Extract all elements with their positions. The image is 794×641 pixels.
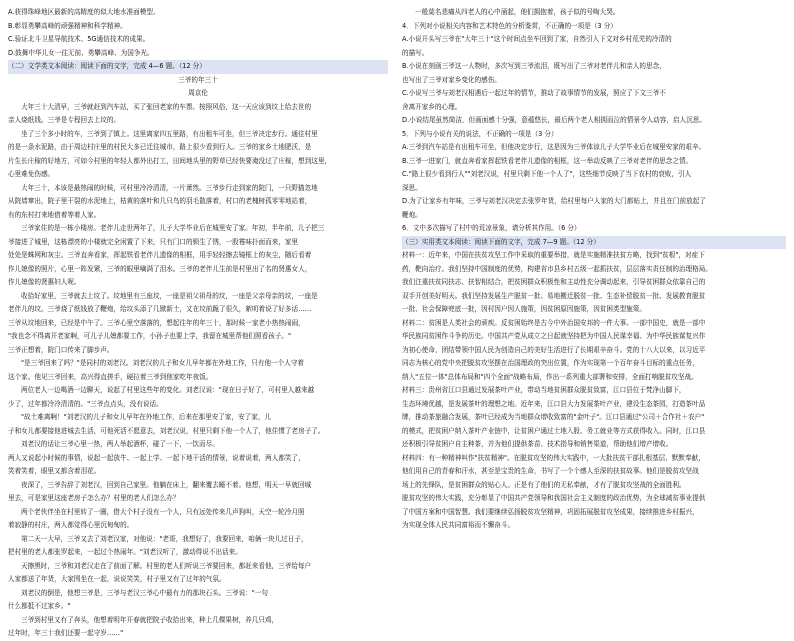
text-line: 人家都送了年货，大家围坐在一起，说说笑笑，村子里又有了过年的气氛。 (8, 575, 226, 583)
text-line: 药，靶向治疗。我们坚持中国制度的优势，构建省市县乡村五级一起抓扶贫，层层落实责任制的治理格局。 (402, 264, 712, 273)
text-line: 作儿媳像的照片，心里一阵发紧，三爷的眼里噙满了泪水。三爷的老伴儿生前是村里出了名的贤惠女人， (8, 264, 312, 273)
text-line: 也写出了三爷对家乡变化的感伤。 (402, 75, 501, 84)
left-column (8, 6, 388, 641)
text-line: 坐了三个多小时的车，三爷到了镇上。这里离家四五里路，有出租车可坐，但三爷决定步行。通往村里 (21, 129, 318, 138)
text-line: 夜深了，三爷告辞了刘老汉，回到自己家里。他躺在床上，翻来覆去睡不着。他想，明天一早就回城 (21, 480, 312, 489)
text-line: 着寂静的村庄，两人都觉得心里沉甸甸的。 (8, 521, 134, 529)
text-line: 材料二：贫困是人类社会的顽疾。反贫困始终是古今中外治国安邦的一件大事。一部中国史，就是一部中 (402, 318, 706, 327)
text-line: C."路上很少看到行人""刘老汉说，村里只剩下他一个人了"，这些细节反映了当下农村的衰败，引人 (402, 170, 692, 178)
text-line: 的模式，把贫困户纳入茶叶产业链中，让贫困户通过土地入股、务工就业等方式获得收入。同时，江口县 (402, 426, 706, 435)
text-line: 三爷从坟地回来，已经是中午了。三爷心里空落落的，想起往年的年三十，那时候一家老小热热闹闹， (8, 318, 305, 327)
text-line: 大年三十大清早，三爷就赶到汽车站，买了张回老家的车票。按照风俗，这一天应该到坟上给去世的 (21, 102, 312, 111)
text-line: A.获得珠峰地区最新的高精度的似大地水准面模型。 (8, 8, 160, 16)
text-line: 什么都抵不过家乡。" (8, 602, 71, 610)
text-line: 了中国方案和中国智慧。我们要继续弘扬脱贫攻坚精神，巩固拓展脱贫攻坚成果，接续推进乡村振兴， (402, 507, 699, 516)
text-line: 舍离开家乡的心理。 (402, 102, 462, 111)
text-line: 从院墙窜出，院子里干裂的水泥地上，枯黄的落叶和几只鸟的羽毛散落着，村口的老槐树孤零零地站着， (8, 197, 312, 205)
text-line: 的描写。 (402, 48, 429, 57)
text-line: 第二天一大早，三爷又去了刘老汉家，对他说："老哥，我想好了，我要回来，咱俩一块儿过日子， (21, 534, 308, 543)
text-line: 深思。 (402, 183, 422, 192)
text-line: C.小说写三爷与刘老汉相遇后一起过年的情节，推动了故事情节的发展，照应了下文三爷不 (402, 89, 666, 97)
text-line: 材料一：近年来，中国在扶贫攻坚工作中采取的重要举措，就是实施精准扶贫方略，找到"贫根"，对症下 (402, 251, 705, 259)
text-line: 牌，推动茶旅融合发展，茶叶已经成为当地群众增收致富的"金叶子"。江口县通过"公司＋合作社＋农户" (402, 413, 705, 421)
text-line: 子和女儿都要接他进城去生活，可他死活不愿意去，刘老汉说，村里只剩下他一个人了，他住惯了老房子了。 (8, 426, 325, 435)
text-line: （二）文学类文本阅读：阅读下面的文字，完成 4—6 题。（12 分） (8, 60, 388, 74)
text-line: 两人又说起小时候的事情，说起一起放牛、一起上学、一起下地干活的情景，说着说着，两人都笑了， (8, 453, 305, 462)
text-line: 材料三：贵州省江口县通过发展茶叶产业，带动当地贫困群众脱贫致富，江口县位于梵净山脚下， (402, 386, 686, 394)
text-line: 为实现全体人民共同富裕而不懈奋斗。 (402, 521, 515, 529)
text-line: 为初心使命，团结带领中国人民为创造自己的美好生活进行了长期艰辛奋斗。党的十八大以来，以习近平 (402, 345, 706, 354)
text-line: 过年时，年三十我们还要一起守岁……" (8, 629, 124, 637)
text-line: 天擦黑时，三爷和刘老汉走在了前面了解。村里的老人们听说三爷要回来，都赶来看他，三爷给每户 (21, 561, 312, 570)
text-line: 收拾好家里，三爷就去上坟了。坟地里有三座坟，一座是祖父祖母的坟，一座是父亲母亲的坟，一座是 (21, 291, 318, 300)
text-line: 心里难免伤感。 (8, 170, 55, 178)
right-column (402, 6, 786, 533)
text-line: （三）实用类文本阅读：阅读下面的文字，完成 7—9 题。（12 分） (402, 236, 786, 250)
text-line: 三爷正想着，院门口传来了脚步声。 (8, 345, 114, 354)
text-line: 4．下列对小说相关内容和艺术特色的分析鉴赏，不正确的一项是（3 分） (402, 21, 617, 30)
text-line: "是三爷回来了吗？"是同村的刘老汉。刘老汉的儿子和女儿早年都在外地工作，只有他一个人守着 (21, 359, 305, 367)
text-line: B.彰显勇攀高峰的顽强精神和科学精神。 (8, 21, 127, 30)
text-line: 6．文中多次描写了村中的荒凉景象，请分析其作用。（6 分） (402, 224, 581, 232)
text-line: 少了，过年都冷冷清清的。"三爷点点头，没有说话。 (8, 399, 163, 408)
text-line: 亲人烧纸钱。三爷是专程回去上坟的。 (8, 116, 121, 124)
text-line: 周京伦 (188, 89, 208, 97)
text-line: 他们用自己的青春和汗水，甚至是宝贵的生命，书写了一个个感人至深的扶贫故事。他们是脱贫攻坚战 (402, 467, 699, 475)
text-line: "故土难离啊！"刘老汉的儿子和女儿早年在外地工作，后来在那里安了家，安了家，儿 (21, 413, 272, 421)
text-line: 两位老人一边喝酒一边聊天，说起了村里这些年的变化。刘老汉说："现在日子好了，可村里人越来越 (21, 386, 315, 394)
text-line: 三爷的年三十 (178, 75, 218, 84)
text-line: 老伴儿的坟。三爷烧了纸钱放了鞭炮，给坟头添了几锨新土，又在坟前跪了很久，絮叨着说了好多话…… (8, 305, 312, 313)
text-line: D.小说结尾虽然简洁，但画面感十分强，意蕴悠长，最后两个老人相拥而泣的情景令人动容，启人沉思。 (402, 116, 706, 124)
text-line: 刘老汉的倒是，他想三爷是，三爷与老汉三爷心中最有力的那块石头。三爷说："一句 (21, 588, 268, 597)
text-line: 5．下列与小说有关的说法，不正确的一项是（3 分） (402, 129, 558, 138)
text-line: C.验证北斗卫星导航技术、5G通信技术的成果。 (8, 35, 150, 43)
text-line: 华民族同贫困作斗争的历史。中国共产党从成立之日起就坚持把为中国人民谋幸福、为中华民族谋复兴作 (402, 332, 706, 340)
text-line: 双手开创美好明天。我们坚持发展生产脱贫一批、易地搬迁脱贫一批、生态补偿脱贫一批、发展教育脱贫 (402, 291, 706, 300)
text-line: 同志为核心的党中央把脱贫攻坚摆在治国理政的突出位置，作为实现第一个百年奋斗目标的重点任务， (402, 359, 699, 367)
text-line: 生态环境优越，是发展茶叶的理想之地。近年来，江口县大力发展茶叶产业，建设生态茶园，打造茶叶品 (402, 399, 706, 408)
text-line: 大年三十，本该是最热闹的时候，可村里冷冷清清，一片萧然。三爷步行走到家的院门，一只野猫忽地 (21, 183, 318, 192)
text-line: D.为了让家乡有年味，三爷与刘老汉决定去张罗年货，给村里每户人家的大门都贴上，并且在门前放起了 (402, 197, 706, 205)
text-line: 处处是蛛网和灰尘。三爷直奔看家，挥起铁看老伴儿遗像的相框，用手轻轻擦去镜框上的灰尘，随后看着 (8, 251, 312, 259)
text-line: 的是一条水泥路，由于周边村庄里的村民大多已迁往城市，路上很少看到行人。三爷的家乡土地肥沃，是 (8, 143, 312, 151)
text-line: 我们注重扶贫同扶志、扶智相结合，把贫困群众积极性和主动性充分调动起来，引导贫困群众依靠自己的 (402, 278, 706, 286)
text-line: 一般莫名悲痛从四老人的心中涌起，他们拥抱着，孩子似的号啕大哭。 (415, 8, 620, 16)
text-line: 有的东村打来地借着等着人家。 (8, 210, 101, 219)
text-line: D.鼓舞中华儿女一往无前、勇攀高峰、为国争光。 (8, 48, 154, 57)
text-line: 笑着笑着，眼里又都含着泪花。 (8, 467, 101, 475)
text-line: 场上的先锋队，是贫困群众的贴心人。正是有了他们的无私奉献，才有了脱贫攻坚战的全面胜利。 (402, 480, 686, 489)
text-line: 三爷到村里又有了奔头，他想着明年开春就把院子收拾出来，种上几棵果树，养几只鸡， (21, 615, 279, 624)
text-line: 一批、社会保障兜底一批，因村因户因人施策，因贫困原因施策，因贫困类型施策。 (402, 305, 646, 313)
text-line: A.小说开头写三爷在"大年三十"这个时间点坐车回到了家，自然引入下文对乡村荒芜的冷清的 (402, 35, 672, 43)
text-line: B.小说在刻画三爷这一人物时，多次写到三爷流泪，既写出了三爷对老伴儿和亲人的思念， (402, 62, 666, 70)
text-line: 作儿媳像的贤惠妇人呢。 (8, 278, 81, 286)
text-line: 鞭炮。 (402, 210, 422, 219)
text-line: 材料四：有一种精神叫作"扶贫精神"。在脱贫攻坚的伟大实践中，一大批扶贫干部扎根基层、默默奉献， (402, 453, 705, 462)
text-line: 把村里的老人都张罗起来，一起过个热闹年。"刘老汉听了，激动得说不出话来。 (8, 548, 242, 556)
text-line: 里去，可是家里这座老房子怎么办？村里的老人们怎么办？ (8, 494, 180, 502)
text-line: 三爷家住的是一栋小楼房。老伴儿走世两年了，儿子大学毕业后在城里安了家。年初，半年前，儿子把三 (21, 224, 325, 232)
text-line: 还积极引导贫困户自主种茶，并为他们提供茶苗、技术指导和销售渠道，帮助他们增产增收。 (402, 440, 673, 448)
text-line: 爷接进了城里，这栋漂亮的小楼就完全闲置了下来，只有门口的锁生了锈，一股霉味扑面而来，家里 (8, 237, 299, 246)
text-line: "我也念不得离开老家啊，可儿子儿媳都要工作，小孙子也要上学，我留在城里帮他们照看孩子。" (8, 332, 292, 340)
text-line: A.三爷到汽车站是有出租车可坐，但他决定步行，这是因为三爷体谅儿子大学毕业后在城里安家的艰辛。 (402, 143, 706, 151)
text-line: 两个老伙伴坐在村里转了一圈，借大个村子没有一个人，只有远处传来几声狗叫，天空一轮冷月照 (21, 507, 305, 516)
text-line: 刘老汉的话让三爷心里一热，两人举起酒杯，碰了一下，一饮而尽。 (21, 440, 219, 448)
text-line: 这个家。他见三爷回来，高兴得直搓手，硬拉着三爷到他家吃年夜饭。 (8, 372, 213, 381)
text-line: 纳入"五位一体"总体布局和"四个全面"战略布局，作出一系列重大部署和安排，全面打响脱贫攻坚战。 (402, 372, 698, 381)
text-line: 脱贫攻坚的伟大实践，充分彰显了中国共产党领导和我国社会主义制度的政治优势，为全球减贫事业提供 (402, 494, 706, 502)
text-line: B.三爷一进家门，就直奔看家挥起铁看老伴儿遗像的相框，这一举动反映了三爷对老伴的思念之情。 (402, 156, 693, 165)
text-line: 片生长庄稼的好地方，可如今村里的年轻人都外出打工，田间地头里的野草已经快要淹没过了庄稼，想到这里， (8, 156, 332, 165)
